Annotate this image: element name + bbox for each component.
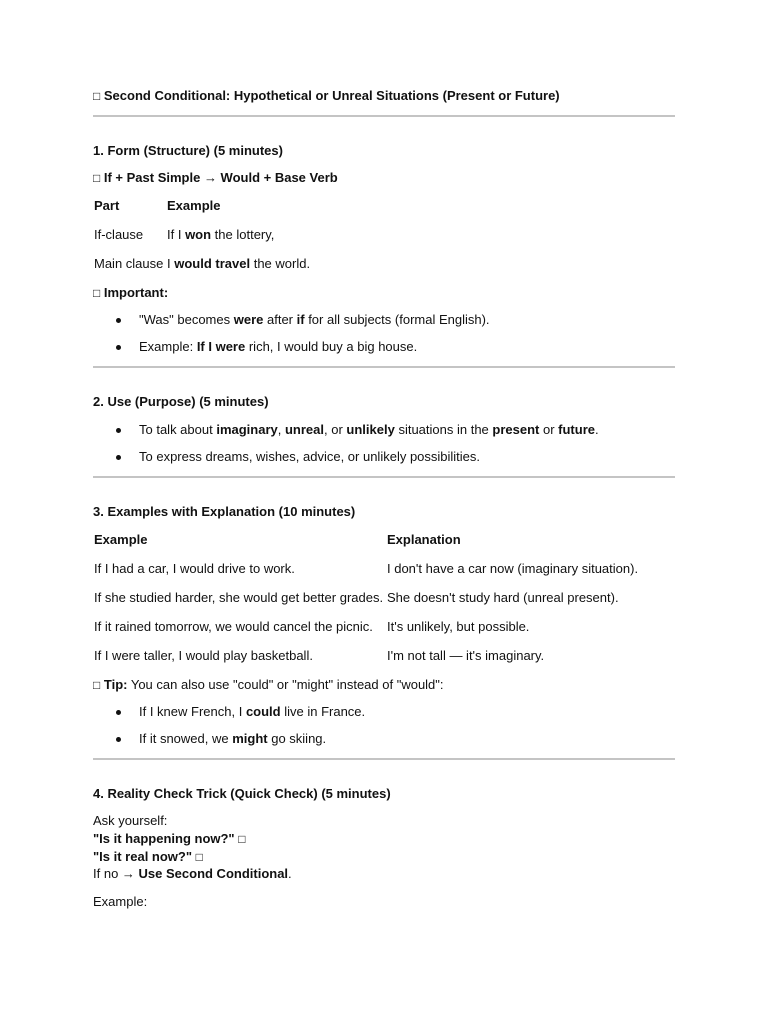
warning-icon: □ [93,286,101,300]
table-cell-explanation: She doesn't study hard (unreal present). [387,590,619,605]
table-header-example: Example [167,198,221,213]
section-heading: 1. Form (Structure) (5 minutes) [93,143,283,158]
check-icon: □ [195,850,203,864]
table-cell-explanation: It's unlikely, but possible. [387,619,530,634]
section-heading: 2. Use (Purpose) (5 minutes) [93,394,269,409]
divider [93,115,675,117]
table-cell-example: If she studied harder, she would get better grades. [94,590,384,605]
lightbulb-icon: □ [93,678,101,692]
table-cell-example: I would travel the world. [167,256,311,271]
formula-line: □ If + Past Simple → Would + Base Verb [93,170,338,185]
body-text: Ask yourself: [93,813,168,828]
document-title [93,88,560,104]
table-cell-example: If it rained tomorrow, we would cancel the picnic. [94,619,373,634]
bullet-dot [116,318,121,323]
list-item: If I knew French, I could live in France. [139,704,366,719]
bullet-dot [116,345,121,350]
section-heading: 4. Reality Check Trick (Quick Check) (5 minutes) [93,786,391,801]
table-cell-example: If I won the lottery, [167,227,275,242]
bullet-dot [116,428,121,433]
bullet-dot [116,710,121,715]
table-cell-example: If I had a car, I would drive to work. [94,561,295,576]
list-item: Example: If I were rich, I would buy a big house. [139,339,418,354]
divider [93,758,675,760]
list-item: "Was" becomes were after if for all subjects (formal English). [139,312,490,327]
table-header-part: Part [94,198,120,213]
table-cell-explanation: I don't have a car now (imaginary situation). [387,561,639,576]
table-cell-part: Main clause [94,256,164,271]
checkbox-icon: □ [93,89,101,103]
bullet-dot [116,737,121,742]
table-cell-explanation: I'm not tall — it's imaginary. [387,648,545,663]
list-item: To express dreams, wishes, advice, or unlikely possibilities. [139,449,481,464]
table-cell-example: If I were taller, I would play basketball. [94,648,313,663]
divider [93,476,675,478]
list-item: To talk about imaginary, unreal, or unlikely situations in the present or future. [139,422,599,437]
body-text: Example: [93,894,148,909]
list-item: If it snowed, we might go skiing. [139,731,327,746]
pin-icon: □ [93,171,101,185]
section-heading: 3. Examples with Explanation (10 minutes) [93,504,356,519]
conclusion-line: If no → Use Second Conditional. [93,866,292,881]
question-line: "Is it happening now?" □ [93,831,246,846]
bullet-dot [116,455,121,460]
title-text: Second Conditional: Hypothetical or Unreal Situations (Present or Future) [103,88,560,103]
tip-note: □ Tip: You can also use "could" or "might" instead of "would": [93,677,444,692]
question-line: "Is it real now?" □ [93,849,203,864]
table-cell-part: If-clause [94,227,144,242]
table-header-example: Example [94,532,148,547]
important-note: □ Important: [93,285,169,300]
table-header-explanation: Explanation [387,532,461,547]
clock-icon: □ [238,832,246,846]
divider [93,366,675,368]
